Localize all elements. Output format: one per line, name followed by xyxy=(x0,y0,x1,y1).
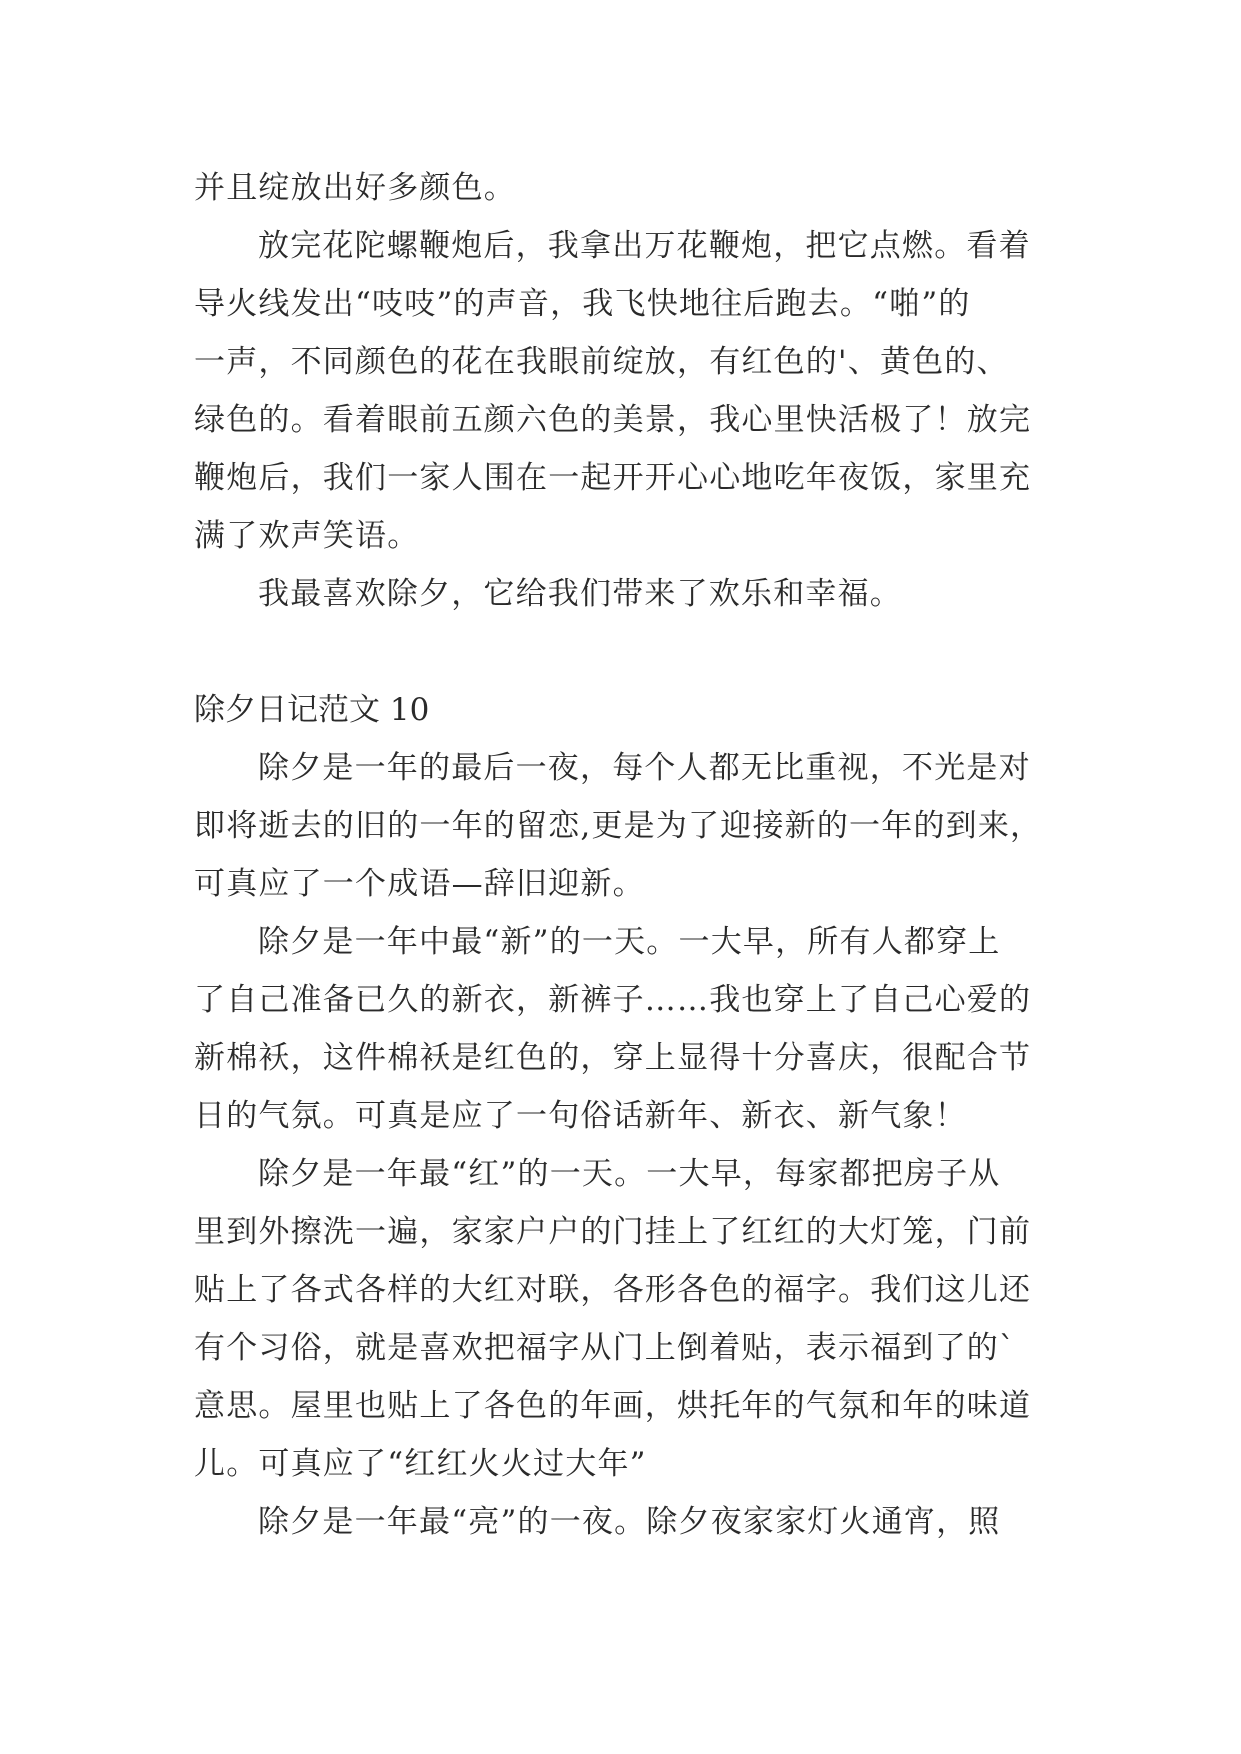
paragraph-line: 一声，不同颜色的花在我眼前绽放，有红色的'、黄色的、 xyxy=(194,344,1009,380)
paragraph-line: 意思。屋里也贴上了各色的年画，烘托年的气氛和年的味道 xyxy=(194,1388,1032,1424)
paragraph-line: 满了欢声笑语。 xyxy=(194,518,420,554)
paragraph-line: 鞭炮后，我们一家人围在一起开开心心地吃年夜饭，家里充 xyxy=(194,460,1032,496)
section-title: 除夕日记范文 10 xyxy=(194,692,430,728)
paragraph-line: 除夕是一年中最“新”的一天。一大早，所有人都穿上 xyxy=(258,924,1001,960)
paragraph-line: 里到外擦洗一遍，家家户户的门挂上了红红的大灯笼，门前 xyxy=(194,1214,1032,1250)
paragraph-line: 儿。可真应了“红红火火过大年” xyxy=(194,1446,647,1482)
paragraph-line: 了自己准备已久的新衣，新裤子……我也穿上了自己心爱的 xyxy=(194,982,1032,1018)
paragraph-line: 并且绽放出好多颜色。 xyxy=(194,170,516,206)
paragraph-line: 即将逝去的旧的一年的留恋,更是为了迎接新的一年的到来， xyxy=(194,808,1043,844)
paragraph-line: 有个习俗，就是喜欢把福字从门上倒着贴，表示福到了的` xyxy=(194,1330,1016,1366)
paragraph-line: 导火线发出“吱吱”的声音，我飞快地往后跑去。“啪”的 xyxy=(194,286,971,322)
paragraph-line: 除夕是一年最“亮”的一夜。除夕夜家家灯火通宵，照 xyxy=(258,1504,1001,1540)
paragraph-line: 我最喜欢除夕，它给我们带来了欢乐和幸福。 xyxy=(258,576,902,612)
paragraph-line: 贴上了各式各样的大红对联，各形各色的福字。我们这儿还 xyxy=(194,1272,1032,1308)
paragraph-line: 新棉袄，这件棉袄是红色的，穿上显得十分喜庆，很配合节 xyxy=(194,1040,1032,1076)
paragraph-line: 可真应了一个成语—辞旧迎新。 xyxy=(194,866,645,902)
paragraph-line: 除夕是一年最“红”的一天。一大早，每家都把房子从 xyxy=(258,1156,1001,1192)
paragraph-line: 绿色的。看着眼前五颜六色的美景，我心里快活极了！放完 xyxy=(194,402,1032,438)
paragraph-line: 放完花陀螺鞭炮后，我拿出万花鞭炮，把它点燃。看着 xyxy=(258,228,1031,264)
paragraph-line: 日的气氛。可真是应了一句俗话新年、新衣、新气象！ xyxy=(194,1098,967,1134)
paragraph-line: 除夕是一年的最后一夜，每个人都无比重视，不光是对 xyxy=(258,750,1031,786)
